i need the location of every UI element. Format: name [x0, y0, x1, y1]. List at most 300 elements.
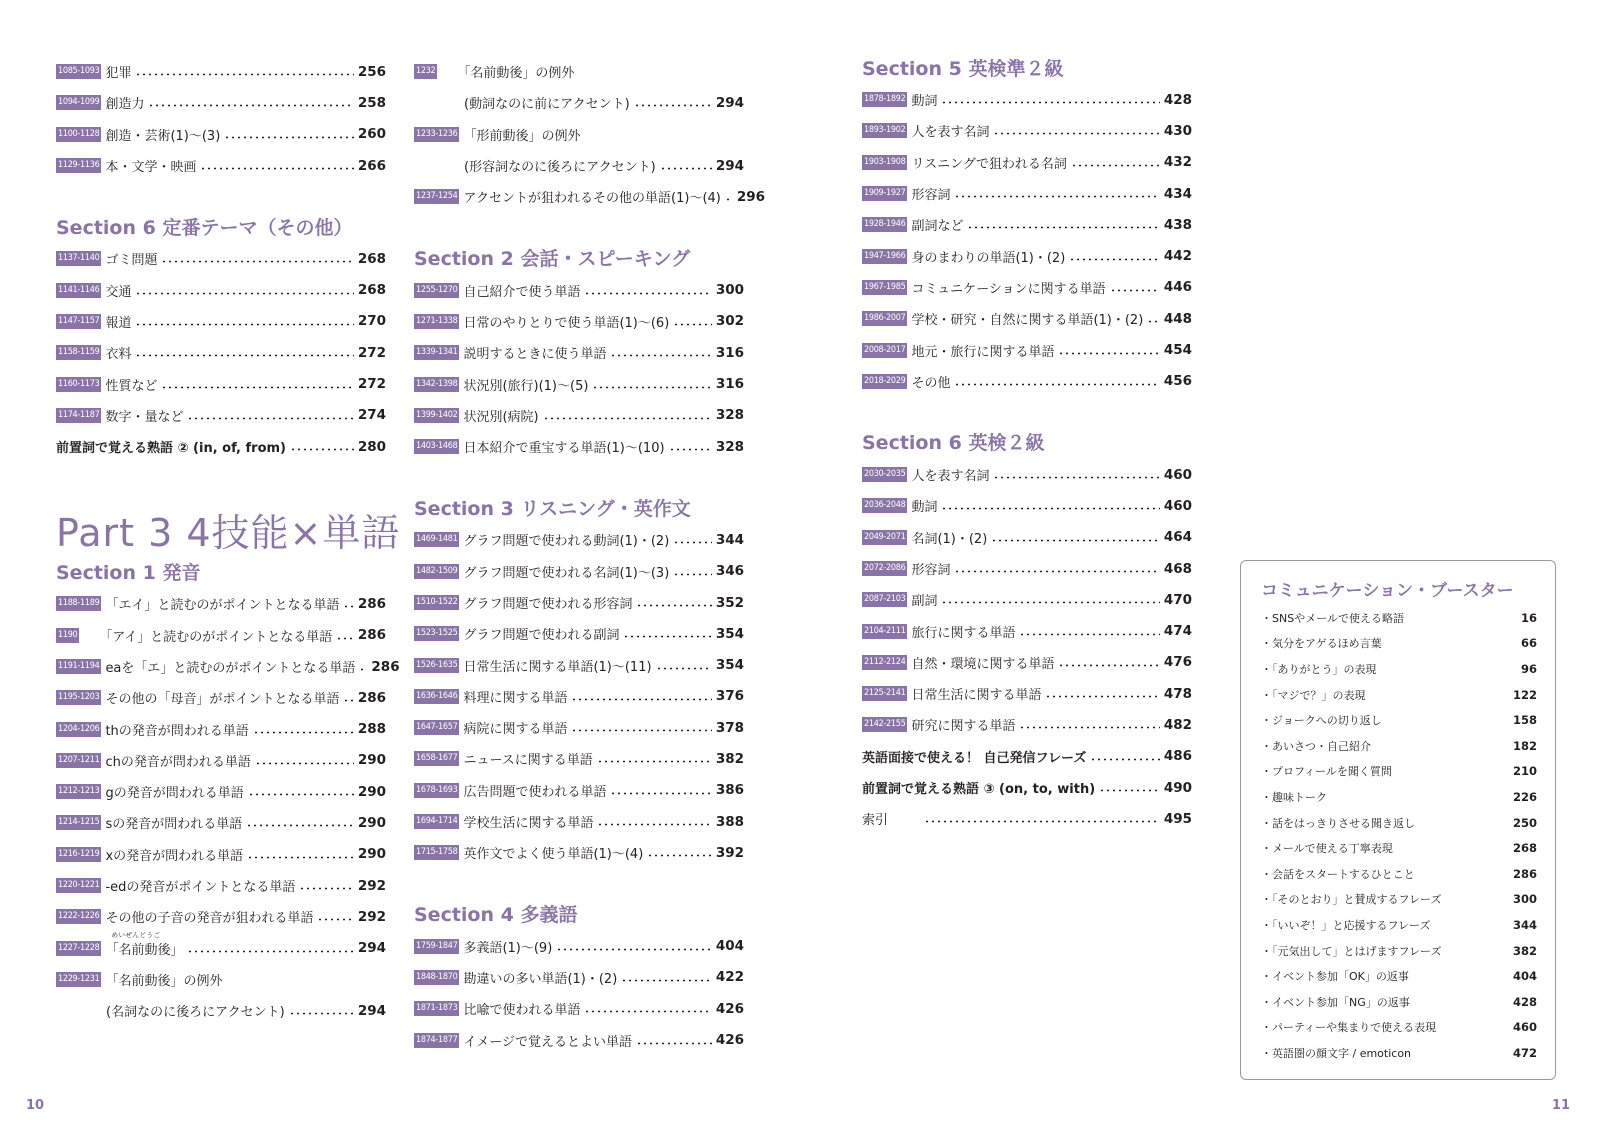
toc-row[interactable]: [56, 682, 386, 713]
entry-range-badge: 1759-1847: [414, 939, 459, 954]
toc-row[interactable]: [414, 337, 744, 368]
toc-row[interactable]: [56, 56, 386, 87]
toc-row[interactable]: [862, 553, 1192, 584]
entry-range-badge: 2018-2029: [862, 374, 907, 389]
leader-dots: [673, 323, 712, 326]
toc-row[interactable]: [862, 522, 1192, 553]
leader-dots: [924, 820, 1160, 823]
booster-item-label: ・話をはっきりさせる聞き返し: [1261, 816, 1415, 830]
booster-item-page: 182: [1512, 738, 1537, 753]
leader-dots: [636, 604, 711, 607]
entry-range-badge: 1271-1338: [414, 314, 459, 329]
leader-dots: [647, 854, 712, 857]
toc-title: 創造・芸術(1)〜(3): [105, 128, 221, 144]
toc-page: 460: [1163, 466, 1192, 483]
leader-dots: [660, 167, 712, 170]
leader-dots: [592, 386, 711, 389]
toc-row[interactable]: [862, 334, 1192, 365]
toc-row[interactable]: [56, 274, 386, 305]
toc-page: 352: [715, 594, 744, 611]
toc-title: -edの発音がポイントとなる単語: [105, 880, 296, 896]
toc-page: 272: [357, 376, 386, 393]
toc-page: 290: [357, 814, 386, 831]
booster-item-label: ・イベント参加「OK」の返事: [1261, 970, 1409, 984]
toc-title: 学校生活に関する単語: [463, 816, 594, 832]
leader-dots: [621, 979, 712, 982]
leader-dots: [669, 448, 712, 451]
toc-page: 268: [357, 282, 386, 299]
toc-row[interactable]: [414, 556, 744, 587]
toc-row[interactable]: [862, 272, 1192, 303]
toc-row-continuation[interactable]: [56, 995, 386, 1026]
toc-row[interactable]: [862, 709, 1192, 740]
booster-item-page: 16: [1520, 610, 1537, 625]
toc-page: 294: [357, 1002, 386, 1019]
entry-range-badge: 1100-1128: [56, 127, 101, 142]
toc-row[interactable]: [414, 931, 744, 962]
entry-range-badge: 1871-1873: [414, 1001, 459, 1016]
toc-title: (形容詞なのに後ろにアクセント): [464, 160, 656, 176]
toc-row[interactable]: [414, 837, 744, 868]
toc-title: 人を表す名詞: [911, 125, 990, 141]
booster-item[interactable]: [1261, 733, 1537, 759]
toc-row[interactable]: [56, 651, 400, 682]
toc-title: [105, 930, 184, 958]
entry-range-badge: 2030-2035: [862, 467, 907, 482]
toc-page: 460: [1163, 497, 1192, 514]
toc-row[interactable]: [56, 745, 386, 776]
leader-dots: [224, 136, 354, 139]
toc-title: 日常のやりとりで使う単語(1)〜(6): [463, 315, 670, 331]
leader-dots: [1058, 664, 1159, 667]
toc-title: 動詞: [911, 94, 938, 110]
toc-title: 自己紹介で使う単語: [463, 284, 581, 300]
booster-item-label: ・イベント参加「NG」の返事: [1261, 995, 1410, 1009]
toc-title: 料理に関する単語: [463, 690, 568, 706]
toc-title: 研究に関する単語: [911, 719, 1016, 735]
toc-row[interactable]: [56, 870, 386, 901]
booster-item-label: ・「ありがとう」の表現: [1261, 662, 1377, 676]
toc-title: 「名前動後」の例外: [105, 973, 223, 989]
toc-row[interactable]: [414, 1024, 744, 1055]
toc-page: 376: [715, 688, 744, 705]
toc-row[interactable]: [414, 649, 744, 680]
entry-range-badge: 1255-1270: [414, 283, 459, 298]
toc-column-1: [56, 56, 401, 1026]
booster-item[interactable]: [1261, 963, 1537, 989]
booster-item[interactable]: [1261, 707, 1537, 733]
booster-item-label: ・「マジで？」の表現: [1261, 688, 1366, 702]
leader-dots: [135, 323, 353, 326]
toc-title: 名詞(1)・(2): [911, 531, 988, 547]
toc-row[interactable]: [56, 930, 386, 964]
entry-range-badge: 1399-1402: [414, 408, 459, 423]
toc-row[interactable]: [862, 647, 1192, 678]
entry-range-badge: 1214-1215: [56, 815, 101, 830]
leader-dots: [597, 823, 711, 826]
toc-page: 490: [1163, 779, 1192, 796]
leader-dots: [584, 292, 711, 295]
leader-dots: [1147, 320, 1160, 323]
toc-row[interactable]: [862, 678, 1192, 709]
toc-row[interactable]: [862, 615, 1192, 646]
toc-row[interactable]: [56, 87, 386, 118]
entry-range-badge: 2125-2141: [862, 686, 907, 701]
entry-range-badge: 1085-1093: [56, 64, 101, 79]
toc-row[interactable]: [56, 839, 386, 870]
toc-row[interactable]: [862, 209, 1192, 240]
toc-page: 442: [1163, 248, 1192, 265]
booster-item[interactable]: [1261, 759, 1537, 785]
toc-page: 386: [715, 782, 744, 799]
toc-row[interactable]: [862, 366, 1192, 397]
entry-range-badge: 1909-1927: [862, 186, 907, 201]
toc-title: 日常生活に関する単語: [911, 688, 1042, 704]
toc-title: 状況別(病院): [463, 409, 539, 425]
toc-row[interactable]: [56, 431, 386, 462]
toc-row[interactable]: [56, 400, 386, 431]
booster-item-page: 158: [1512, 713, 1537, 728]
toc-title: アクセントが狙われるその他の単語(1)〜(4): [463, 191, 721, 207]
toc-page: 294: [357, 940, 386, 957]
toc-title: 広告問題で使われる単語: [463, 784, 607, 800]
entry-range-badge: 1207-1211: [56, 753, 101, 768]
leader-dots: [1019, 726, 1159, 729]
leader-dots: [634, 104, 712, 107]
entry-range-badge: 1233-1236: [414, 127, 459, 142]
booster-item[interactable]: [1261, 938, 1537, 964]
toc-page: 300: [715, 282, 744, 299]
toc-row[interactable]: [414, 993, 744, 1024]
leader-dots: [248, 793, 354, 796]
booster-item[interactable]: [1261, 861, 1537, 887]
toc-page: 456: [1163, 373, 1192, 390]
toc-page: 454: [1163, 342, 1192, 359]
entry-range-badge: 1715-1758: [414, 845, 459, 860]
toc-row[interactable]: [414, 712, 744, 743]
toc-title: 副詞: [911, 594, 938, 610]
toc-row[interactable]: [414, 775, 744, 806]
entry-range-badge: 1482-1509: [414, 564, 459, 579]
toc-page: 378: [715, 719, 744, 736]
toc-page: 288: [357, 721, 386, 738]
toc-row[interactable]: [414, 431, 744, 462]
leader-dots: [148, 104, 353, 107]
toc-row[interactable]: [414, 306, 744, 337]
leader-dots: [610, 792, 711, 795]
toc-page: 280: [357, 438, 386, 455]
booster-item-page: 96: [1520, 661, 1537, 676]
toc-page: 346: [715, 563, 744, 580]
entry-range-badge: 1403-1468: [414, 439, 459, 454]
booster-item-page: 122: [1512, 687, 1537, 702]
toc-row[interactable]: [56, 306, 386, 337]
booster-item[interactable]: [1261, 810, 1537, 836]
page-number-left: 10: [26, 1098, 45, 1113]
booster-item-page: 460: [1512, 1020, 1537, 1035]
part-title: Part 3 4技能×単語: [56, 510, 401, 555]
toc-row[interactable]: [56, 713, 386, 744]
toc-title: グラフ問題で使われる動詞(1)・(2): [463, 534, 670, 550]
toc-row[interactable]: [414, 119, 744, 150]
toc-title: ゴミ問題: [105, 253, 158, 269]
toc-page: 292: [357, 908, 386, 925]
toc-row[interactable]: [414, 681, 744, 712]
booster-item[interactable]: [1261, 887, 1537, 913]
toc-title: xの発音が問われる単語: [105, 848, 244, 864]
booster-item-page: 404: [1512, 969, 1537, 984]
toc-row-continuation[interactable]: [414, 150, 744, 181]
entry-range-badge: 1878-1892: [862, 92, 907, 107]
booster-item[interactable]: [1261, 989, 1537, 1015]
toc-page: 448: [1163, 310, 1192, 327]
toc-title: 「アイ」と読むのがポイントとなる単語: [99, 629, 333, 645]
toc-title: 形容詞: [911, 188, 951, 204]
toc-page: 392: [715, 844, 744, 861]
toc-title: コミュニケーションに関する単語: [911, 281, 1106, 297]
toc-title: その他の子音の発音が狙われる単語: [105, 911, 314, 927]
entry-range-badge: 2036-2048: [862, 498, 907, 513]
toc-title: 衣料: [105, 347, 132, 363]
toc-page: 272: [357, 344, 386, 361]
booster-item-label: ・会話をスタートするひとこと: [1261, 867, 1415, 881]
toc-row[interactable]: [56, 150, 386, 181]
booster-item[interactable]: [1261, 784, 1537, 810]
entry-range-badge: 1141-1146: [56, 283, 101, 298]
toc-page: 266: [357, 157, 386, 174]
toc-row[interactable]: [56, 620, 386, 651]
toc-page: 296: [736, 188, 766, 205]
toc-page: 290: [357, 846, 386, 863]
toc-title: 副詞など: [911, 219, 964, 235]
booster-item-page: 344: [1512, 917, 1537, 932]
booster-item-page: 226: [1512, 789, 1537, 804]
toc-page: 422: [715, 969, 744, 986]
entry-range-badge: 1526-1635: [414, 658, 459, 673]
leader-dots: [317, 918, 353, 921]
toc-row[interactable]: [56, 964, 386, 995]
leader-dots: [1071, 164, 1160, 167]
toc-title: 性質など: [105, 378, 158, 394]
booster-item-label: ・ジョークへの切り返し: [1261, 714, 1382, 728]
booster-item[interactable]: [1261, 682, 1537, 708]
toc-page: 302: [715, 313, 744, 330]
toc-title: (動詞なのに前にアクセント): [464, 97, 630, 113]
toc-page: 432: [1163, 154, 1192, 171]
toc-row[interactable]: [56, 588, 386, 619]
toc-page: 258: [357, 94, 386, 111]
entry-range-badge: 1212-1213: [56, 784, 101, 799]
toc-page: 292: [357, 877, 386, 894]
toc-page: 274: [357, 407, 386, 424]
toc-row[interactable]: [414, 806, 744, 837]
entry-range-badge: 1129-1136: [56, 158, 101, 173]
toc-row[interactable]: [414, 56, 744, 87]
toc-page: 290: [357, 783, 386, 800]
leader-dots: [135, 354, 353, 357]
toc-row-continuation[interactable]: [414, 87, 744, 118]
toc-row[interactable]: [862, 178, 1192, 209]
toc-row[interactable]: [56, 807, 386, 838]
entry-range-badge: 1848-1870: [414, 970, 459, 985]
toc-row[interactable]: [862, 772, 1192, 803]
toc-title: 多義語(1)〜(9): [463, 940, 553, 956]
toc-page: 404: [715, 938, 744, 955]
leader-dots: [135, 292, 353, 295]
entry-range-badge: 1469-1481: [414, 532, 459, 547]
booster-item-label: ・「いいぞ！」と応援するフレーズ: [1261, 918, 1431, 932]
entry-range-badge: 1647-1657: [414, 720, 459, 735]
booster-item-page: 472: [1512, 1045, 1537, 1060]
leader-dots: [161, 386, 353, 389]
toc-title: 「形前動後」の例外: [463, 128, 581, 144]
toc-page: 294: [715, 94, 744, 111]
entry-range-badge: 2104-2111: [862, 624, 907, 639]
toc-row[interactable]: [414, 587, 744, 618]
toc-title: 数字・量など: [105, 409, 184, 425]
entry-range-badge: 1094-1099: [56, 95, 101, 110]
booster-item[interactable]: [1261, 605, 1537, 631]
section-heading: Section 4 多義語: [414, 904, 578, 927]
toc-row[interactable]: [414, 962, 744, 993]
toc-row-index[interactable]: [862, 803, 1192, 834]
toc-row[interactable]: [56, 243, 386, 274]
toc-row[interactable]: [862, 303, 1192, 334]
toc-page: 328: [715, 407, 744, 424]
toc-column-2: [414, 56, 766, 1056]
entry-range-badge: 2072-2086: [862, 561, 907, 576]
toc-row[interactable]: [414, 743, 744, 774]
toc-row[interactable]: [862, 240, 1192, 271]
toc-title: 「エイ」と読むのがポイントとなる単語: [105, 598, 340, 614]
toc-title: その他: [911, 375, 951, 391]
leader-dots: [187, 417, 353, 420]
toc-row[interactable]: [414, 618, 744, 649]
toc-row[interactable]: [56, 119, 386, 150]
section-heading: Section 1 発音: [56, 561, 201, 584]
leader-dots: [941, 601, 1159, 604]
toc-title: その他の「母音」がポイントとなる単語: [105, 692, 340, 708]
page-number-right: 11: [1551, 1098, 1570, 1113]
leader-dots: [543, 417, 712, 420]
booster-item-page: 250: [1512, 815, 1537, 830]
booster-item-label: ・SNSやメールで使える略語: [1261, 611, 1404, 625]
toc-title: グラフ問題で使われる副詞: [463, 628, 620, 644]
booster-item-page: 66: [1520, 636, 1537, 651]
section-heading: Section 6 英検２級: [862, 432, 1045, 455]
booster-item[interactable]: [1261, 1015, 1537, 1041]
booster-item-label: ・「元気出して」とはげますフレーズ: [1261, 944, 1442, 958]
toc-row[interactable]: [862, 459, 1192, 490]
entry-range-badge: 1229-1231: [56, 972, 101, 987]
leader-dots: [1045, 695, 1159, 698]
booster-item-label: ・メールで使える丁寧表現: [1261, 842, 1393, 856]
toc-title: 索引: [862, 813, 889, 829]
booster-item[interactable]: [1261, 835, 1537, 861]
booster-item-page: 286: [1512, 866, 1537, 881]
toc-page: 478: [1163, 685, 1192, 702]
entry-range-badge: 1204-1206: [56, 722, 101, 737]
section-heading: Section 5 英検準２級: [862, 57, 1064, 80]
leader-dots: [993, 132, 1159, 135]
entry-range-badge: 1222-1226: [56, 909, 101, 924]
toc-row[interactable]: [862, 490, 1192, 521]
toc-title: (名詞なのに後ろにアクセント): [106, 1005, 285, 1021]
toc-row[interactable]: [414, 400, 744, 431]
toc-title: 英作文でよく使う単語(1)〜(4): [463, 847, 644, 863]
entry-range-badge: 1190: [56, 628, 79, 643]
entry-range-badge: 1339-1341: [414, 345, 459, 360]
toc-title: 前置詞で覚える熟語 ③ (on, to, with): [862, 782, 1096, 798]
booster-item[interactable]: [1261, 1040, 1537, 1066]
leader-dots: [954, 195, 1159, 198]
leader-dots: [571, 729, 711, 732]
leader-dots: [941, 507, 1159, 510]
booster-item-label: ・趣味トーク: [1261, 790, 1327, 804]
toc-title: 説明するときに使う単語: [463, 347, 607, 363]
entry-range-badge: 1160-1173: [56, 377, 101, 392]
toc-row[interactable]: [56, 901, 386, 932]
booster-item[interactable]: [1261, 912, 1537, 938]
entry-range-badge: 1188-1189: [56, 596, 101, 611]
leader-dots: [556, 948, 712, 951]
toc-row[interactable]: [862, 584, 1192, 615]
toc-page: 290: [357, 752, 386, 769]
toc-title: 地元・旅行に関する単語: [911, 344, 1055, 360]
toc-title: 前置詞で覚える熟語 ② (in, of, from): [56, 441, 287, 457]
toc-row[interactable]: [414, 181, 766, 212]
booster-item[interactable]: [1261, 631, 1537, 657]
toc-row[interactable]: [862, 115, 1192, 146]
leader-dots: [1069, 258, 1160, 261]
leader-dots: [954, 570, 1159, 573]
entry-range-badge: 2049-2071: [862, 530, 907, 545]
entry-range-badge: 1636-1646: [414, 689, 459, 704]
toc-page: 294: [715, 157, 744, 174]
toc-title: ニュースに関する単語: [463, 753, 593, 769]
toc-page: 426: [715, 1032, 744, 1049]
toc-title: eaを「エ」と読むのがポイントとなる単語: [105, 661, 356, 676]
toc-row[interactable]: [56, 368, 386, 399]
entry-range-badge: 1694-1714: [414, 814, 459, 829]
toc-page: 470: [1163, 591, 1192, 608]
booster-item[interactable]: [1261, 656, 1537, 682]
entry-range-badge: 1928-1946: [862, 217, 907, 232]
toc-title: 日常生活に関する単語(1)〜(11): [463, 659, 652, 675]
leader-dots: [993, 476, 1159, 479]
toc-title: 状況別(旅行)(1)〜(5): [463, 378, 589, 394]
toc-page: 474: [1163, 623, 1192, 640]
toc-page: 430: [1163, 122, 1192, 139]
toc-page: 388: [715, 813, 744, 830]
toc-title: gの発音が問われる単語: [105, 786, 244, 802]
toc-column-3: [862, 50, 1192, 835]
toc-row[interactable]: [414, 524, 744, 555]
toc-row[interactable]: [414, 274, 744, 305]
toc-row[interactable]: [56, 776, 386, 807]
toc-row[interactable]: [56, 337, 386, 368]
toc-row[interactable]: [862, 741, 1192, 772]
leader-dots: [253, 731, 354, 734]
toc-row[interactable]: [414, 368, 744, 399]
leader-dots: [247, 856, 354, 859]
booster-item-page: 210: [1512, 764, 1537, 779]
leader-dots: [991, 539, 1160, 542]
leader-dots: [656, 667, 712, 670]
toc-row[interactable]: [862, 84, 1192, 115]
toc-row[interactable]: [862, 147, 1192, 178]
booster-item-label: ・あいさつ・自己紹介: [1261, 739, 1371, 753]
